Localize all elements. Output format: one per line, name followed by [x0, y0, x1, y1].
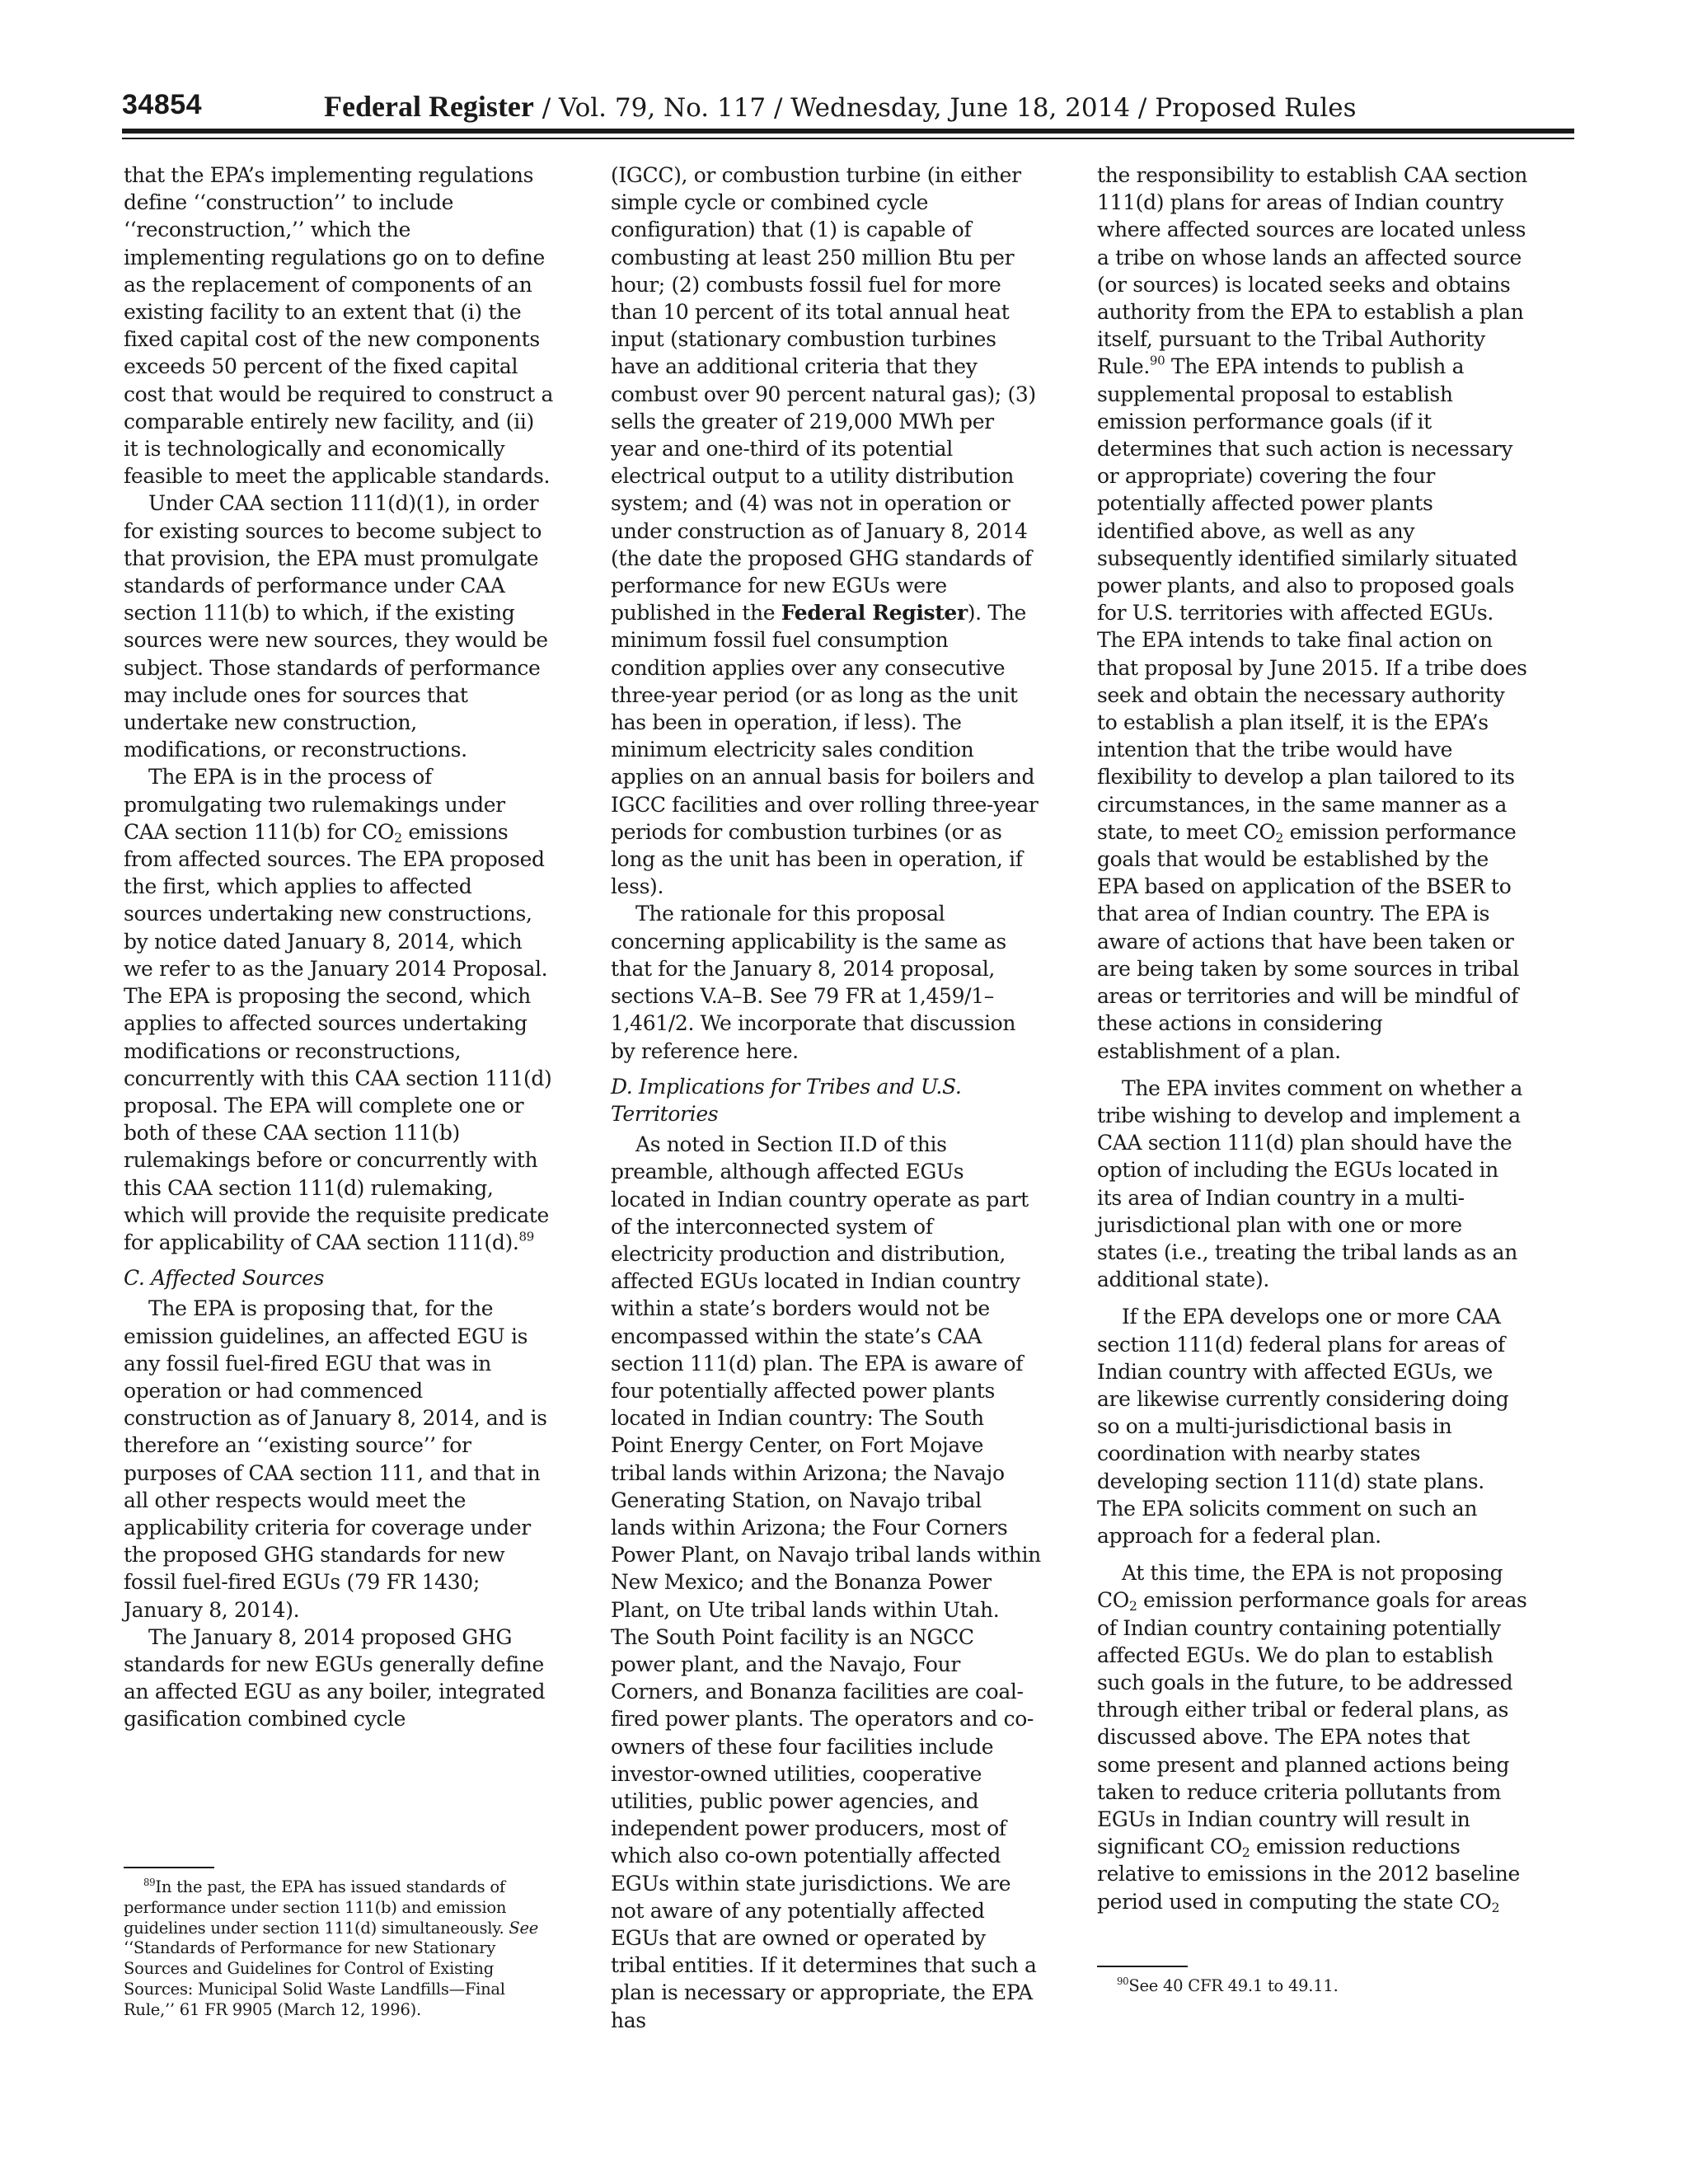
- footnote-90: $^{90}$See 40 CFR 49.1 to 49.11.: [1117, 1975, 1339, 1995]
- footnote-ref[interactable]: 89: [518, 1229, 534, 1244]
- journal-title: Federal Register: [324, 90, 534, 123]
- paragraph: At this time, the EPA is not proposing $CO_2$ emission performance goals for areas of Indian country containing potentially affected EGUs. We do plan to establish such goals in the future, to be addressed through either tribal or federal plans, as discussed above. The EPA notes that some present and planned actions being taken to reduce criteria pollutants from EGUs in Indian country will result in significant $CO_2$ emission reductions relative to emissions in the 2012 baseline period used in computing the state $CO_2$: [1097, 1561, 1527, 1915]
- footnote-rule: [1097, 1966, 1188, 1967]
- paragraph: The rationale for this proposal concerning applicability is the same as that for the January 8, 2014 proposal, sections V.A–B. See 79 FR at 1,459/1–1,461/2. We incorporate that discussion by reference here.: [611, 902, 1016, 1063]
- paragraph: that the EPA’s implementing regulations define ‘‘construction’’ to include ‘‘reconstruction,’’ which the implementing regulations go on to define as the replacement of components of an existing facility to an extent that (i) the fixed capital cost of the new components exceeds 50 percent of the fixed capital cost that would be required to construct a comparable entirely new facility, and (ii) it is technologically and economically feasible to meet the applicable standards.: [124, 163, 554, 489]
- page-number: 34854: [122, 89, 203, 120]
- paragraph: The EPA invites comment on whether a tribe wishing to develop and implement a CAA section 111(d) plan should have the option of including the EGUs located in its area of Indian country in a multi-jurisdictional plan with one or more states (i.e., treating the tribal lands as an additional state).: [1097, 1076, 1523, 1292]
- column-1: [124, 162, 554, 1733]
- page-header: [122, 86, 1574, 127]
- header-rule-thick: [122, 129, 1574, 134]
- paragraph: Under CAA section 111(d)(1), in order for existing sources to become subject to that provision, the EPA must promulgate standards of performance under CAA section 111(b) to which, if the existing sources were new sources, they would be subject. Those standards of performance may include ones for sources that undertake new construction, modifications, or reconstructions.: [124, 491, 548, 762]
- footnote-ref[interactable]: 90: [1149, 353, 1165, 368]
- column-3: [1097, 162, 1527, 1915]
- section-heading: C. Affected Sources: [124, 1266, 325, 1291]
- paragraph: The EPA is proposing that, for the emission guidelines, an affected EGU is any fossil fuel-fired EGU that was in operation or had commenced construction as of January 8, 2014, and is therefore an ‘‘existing source’’ for purposes of CAA section 111, and that in all other respects would meet the applicability criteria for coverage under the proposed GHG standards for new fossil fuel-fired EGUs (79 FR 1430; January 8, 2014).: [124, 1296, 547, 1622]
- paragraph: The EPA is in the process of promulgating two rulemakings under CAA section 111(b) for $CO_2$ emissions from affected sources. The EPA proposed the first, which applies to affected sources undertaking new constructions, by notice dated January 8, 2014, which we refer to as the January 2014 Proposal. The EPA is proposing the second, which applies to affected sources undertaking modifications or reconstructions, concurrently with this CAA section 111(d) proposal. The EPA will complete one or both of these CAA section 111(b) rulemakings before or concurrently with this CAA section 111(d) rulemaking, which will provide the requisite predicate for applicability of CAA section 111(d).$^{89}$: [124, 765, 552, 1254]
- column-2: [611, 162, 1041, 2034]
- footnote-rule: [124, 1867, 214, 1868]
- paragraph: (IGCC), or combustion turbine (in either simple cycle or combined cycle configuration) that (1) is capable of combusting at least 250 million Btu per hour; (2) combusts fossil fuel for more than 10 percent of its total annual heat input (stationary combustion turbines have an additional criteria that they combust over 90 percent natural gas); (3) sells the greater of 219,000 MWh per year and one-third of its potential electrical output to a utility distribution system; and (4) was not in operation or under construction as of January 8, 2014 (the date the proposed GHG standards of performance for new EGUs were published in the Federal Register). The minimum fossil fuel consumption condition applies over any consecutive three-year period (or as long as the unit has been in operation, if less). The minimum electricity sales condition applies on an annual basis for boilers and IGCC facilities and over rolling three-year periods for combustion turbines (or as long as the unit has been in operation, if less).: [611, 163, 1039, 899]
- issue-info: / Vol. 79, No. 117 / Wednesday, June 18, 2014 / Proposed Rules: [533, 93, 1357, 123]
- section-heading: D. Implications for Tribes and U.S. Territories: [611, 1074, 962, 1126]
- paragraph: the responsibility to establish CAA section 111(d) plans for areas of Indian country where affected sources are located unless a tribe on whose lands an affected source (or sources) is located seeks and obtains authority from the EPA to establish a plan itself, pursuant to the Tribal Authority Rule.$^{90}$ The EPA intends to publish a supplemental proposal to establish emission performance goals (if it determines that such action is necessary or appropriate) covering the four potentially affected power plants identified above, as well as any subsequently identified similarly situated power plants, and also to proposed goals for U.S. territories with affected EGUs. The EPA intends to take final action on that proposal by June 2015. If a tribe does seek and obtain the necessary authority to establish a plan itself, it is the EPA’s intention that the tribe would have flexibility to develop a plan tailored to its circumstances, in the same manner as a state, to meet $CO_2$ emission performance goals that would be established by the EPA based on application of the BSER to that area of Indian country. The EPA is aware of actions that have been taken or are being taken by some sources in tribal areas or territories and will be mindful of these actions in considering establishment of a plan.: [1097, 163, 1527, 1063]
- paragraph: As noted in Section II.D of this preamble, although affected EGUs located in Indian country operate as part of the interconnected system of electricity production and distribution, affected EGUs located in Indian country within a state’s borders would not be encompassed within the state’s CAA section 111(d) plan. The EPA is aware of four potentially affected power plants located in Indian country: The South Point Energy Center, on Fort Mojave tribal lands within Arizona; the Navajo Generating Station, on Navajo tribal lands within Arizona; the Four Corners Power Plant, on Navajo tribal lands within New Mexico; and the Bonanza Power Plant, on Ute tribal lands within Utah. The South Point facility is an NGCC power plant, and the Navajo, Four Corners, and Bonanza facilities are coal-fired power plants. The operators and co-owners of these four facilities include investor-owned utilities, cooperative utilities, public power agencies, and independent power producers, most of which also co-own potentially affected EGUs within state jurisdictions. We are not aware of any potentially affected EGUs that are owned or operated by tribal entities. If it determines that such a plan is necessary or appropriate, the EPA has: [611, 1132, 1041, 2032]
- header-rule-thin: [122, 138, 1574, 139]
- running-head: [324, 89, 1357, 124]
- paragraph: If the EPA develops one or more CAA section 111(d) federal plans for areas of Indian country with affected EGUs, we are likewise currently considering doing so on a multi-jurisdictional basis in coordination with nearby states developing section 111(d) state plans. The EPA solicits comment on such an approach for a federal plan.: [1097, 1305, 1509, 1548]
- paragraph: The January 8, 2014 proposed GHG standards for new EGUs generally define an affected EGU as any boiler, integrated gasification combined cycle: [124, 1624, 546, 1732]
- footnote-89: $^{89}$In the past, the EPA has issued standards of performance under section 111(b) and emission guidelines under section 111(d) simultaneously. See ‘‘Standards of Performance for new Stationary Sources and Guidelines for Control of Existing Sources: Municipal Solid Waste Landfills—Final Rule,’’ 61 FR 9905 (March 12, 1996).: [124, 1876, 539, 2019]
